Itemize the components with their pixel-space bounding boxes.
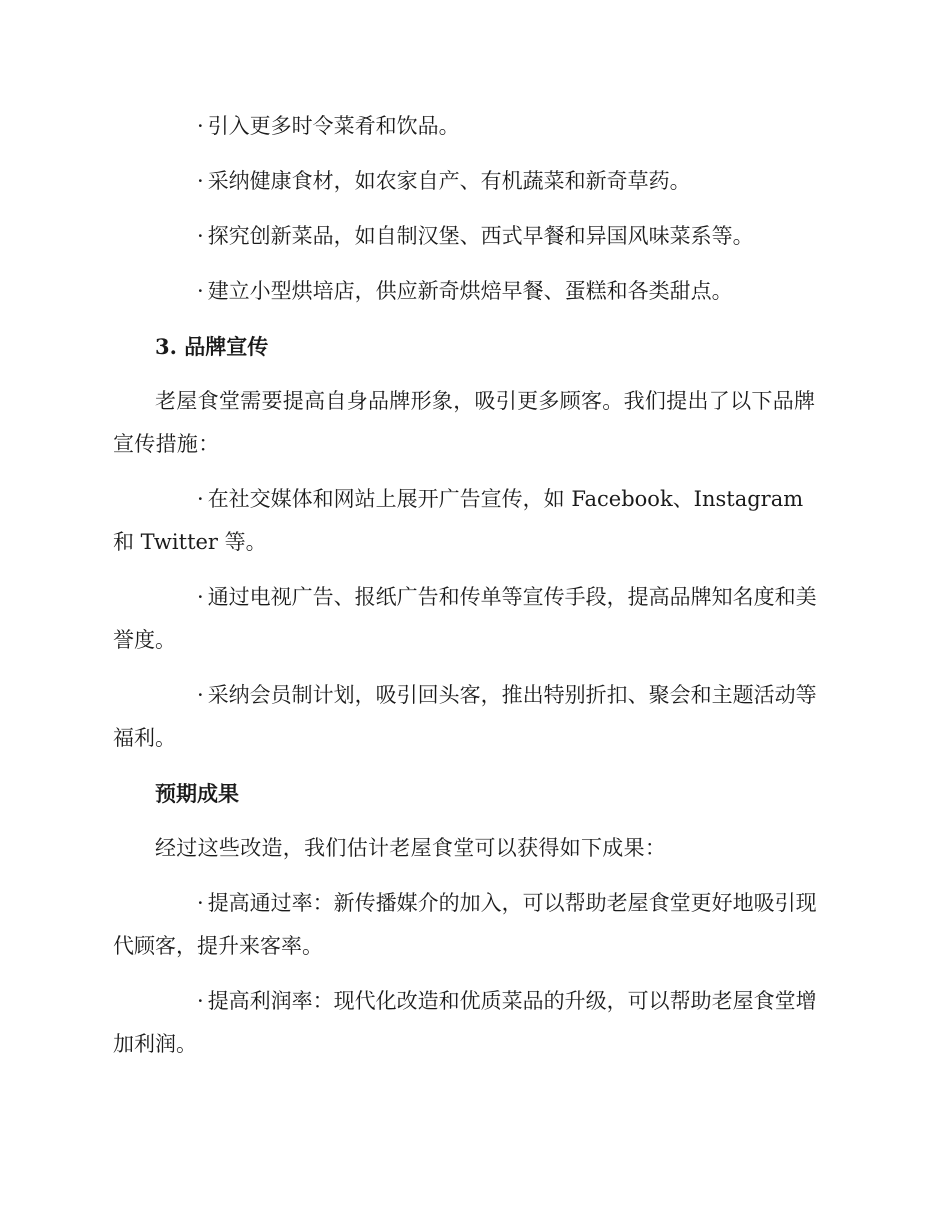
bullet-text: 采纳会员制计划，吸引回头客，推出特别折扣、聚会和主题活动等福利。 [113, 683, 817, 750]
body-paragraph: 老屋食堂需要提高自身品牌形象，吸引更多顾客。我们提出了以下品牌宣传措施： [113, 389, 816, 456]
bullet-icon: · [197, 683, 204, 707]
document-body [113, 105, 827, 1078]
bullet-icon: · [197, 585, 204, 609]
bullet-text: 引入更多时令菜肴和饮品。 [207, 114, 460, 138]
bullet-icon: · [197, 224, 204, 248]
bullet-icon: · [197, 114, 204, 138]
bullet-icon: · [197, 169, 204, 193]
bullet-text: 探究创新菜品，如自制汉堡、西式早餐和异国风味菜系等。 [207, 224, 754, 248]
bullet-item [113, 215, 827, 258]
bullet-item [113, 980, 827, 1066]
bullet-icon: · [197, 989, 204, 1013]
body-paragraph: 经过这些改造，我们估计老屋食堂可以获得如下成果： [155, 836, 667, 860]
bullet-icon: · [197, 279, 204, 303]
bullet-item [113, 882, 827, 968]
bullet-icon: · [197, 487, 204, 511]
section-heading: 预期成果 [155, 781, 239, 806]
bullet-text: 采纳健康食材，如农家自产、有机蔬菜和新奇草药。 [207, 169, 691, 193]
bullet-item [113, 576, 827, 662]
bullet-text: 通过电视广告、报纸广告和传单等宣传手段，提高品牌知名度和美誉度。 [113, 585, 817, 652]
bullet-text: 提高利润率：现代化改造和优质菜品的升级，可以帮助老屋食堂增加利润。 [113, 989, 817, 1056]
bullet-item [113, 674, 827, 760]
bullet-item [113, 105, 827, 148]
bullet-item [113, 270, 827, 313]
bullet-item [113, 478, 827, 564]
section-heading: 3. 品牌宣传 [155, 334, 269, 359]
bullet-icon: · [197, 891, 204, 915]
bullet-text: 提高通过率：新传播媒介的加入，可以帮助老屋食堂更好地吸引现代顾客，提升来客率。 [113, 891, 817, 958]
bullet-text: 在社交媒体和网站上展开广告宣传，如 Facebook、Instagram 和 Twitter 等。 [113, 487, 804, 554]
bullet-item [113, 160, 827, 203]
bullet-text: 建立小型烘培店，供应新奇烘焙早餐、蛋糕和各类甜点。 [207, 279, 733, 303]
